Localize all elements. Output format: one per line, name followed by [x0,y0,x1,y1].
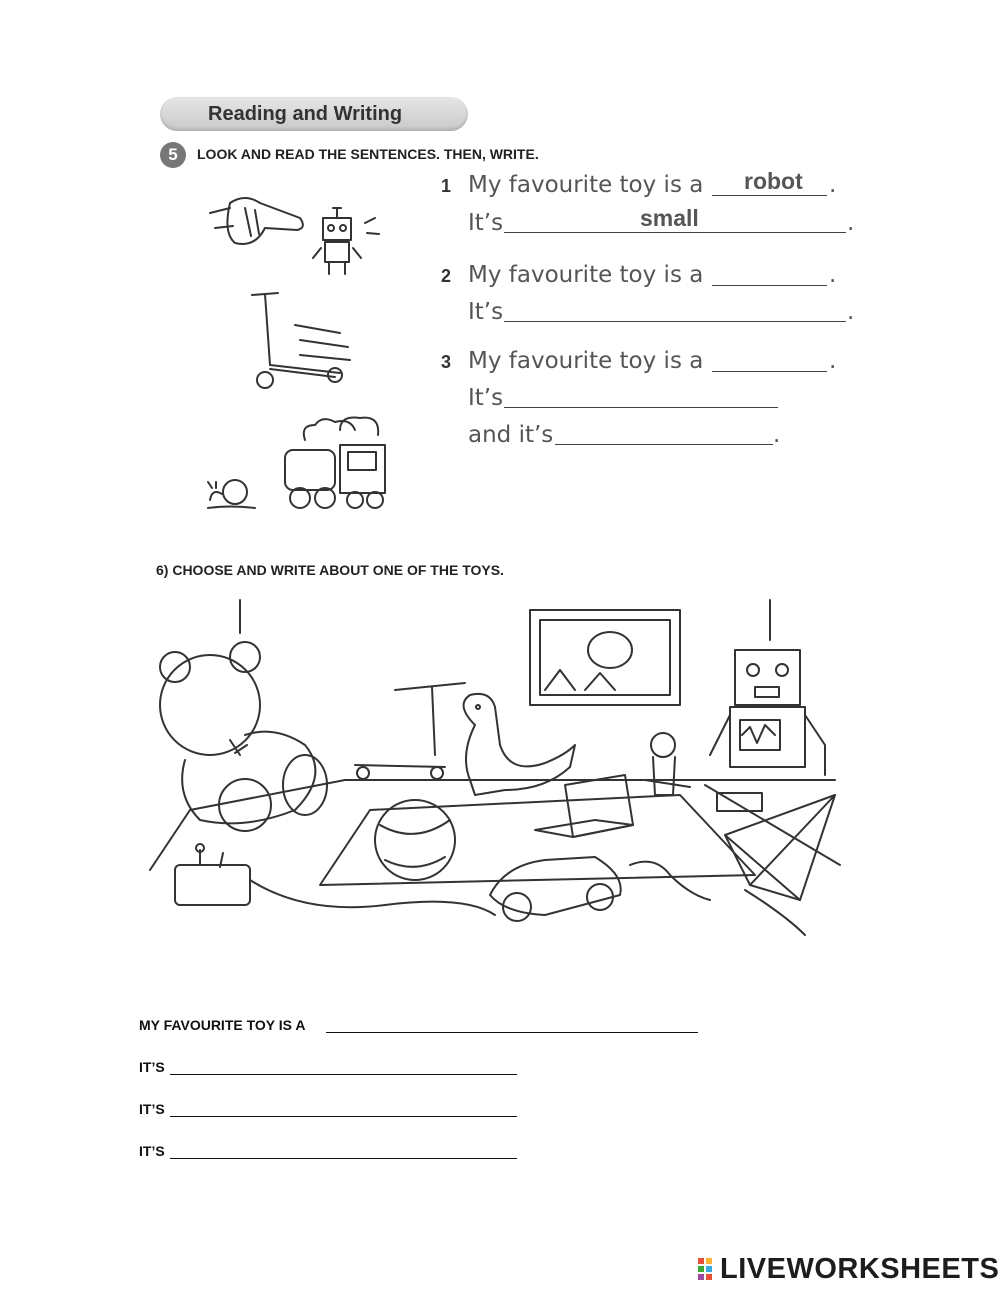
item3-blank3[interactable] [555,444,773,445]
item2-blank2[interactable] [504,321,846,322]
item2-blank1[interactable] [712,285,827,286]
item3-sentence1: My favourite toy is a [468,348,704,374]
pointing-hand-robot-illustration [205,188,385,284]
toy-room-illustration [145,595,845,940]
section-title-pill [160,97,468,131]
section-title: Reading and Writing [208,103,403,125]
item1-blank2[interactable] [504,232,846,233]
ex6-line2-label: IT’S [139,1059,165,1075]
item-number-1: 1 [441,176,452,196]
ex6-line4-blank[interactable] [170,1158,517,1159]
period: . [829,348,837,374]
ex6-line2-blank[interactable] [170,1074,517,1075]
exercise-number-badge: 5 [160,142,186,168]
item1-blank1[interactable] [712,195,827,196]
item2-sentence1: My favourite toy is a [468,262,704,288]
period: . [847,210,855,236]
ex6-line3-label: IT’S [139,1101,165,1117]
item3-sentence3: and it’s [468,422,554,448]
item3-sentence2: It’s [468,385,504,411]
item2-sentence2: It’s [468,299,504,325]
ex6-line1-blank[interactable] [326,1032,698,1033]
item1-sentence1: My favourite toy is a [468,172,704,198]
liveworksheets-logo-text: LIVEWORKSHEETS [720,1253,1000,1285]
train-snail-illustration [200,410,410,515]
ex6-line3-blank[interactable] [170,1116,517,1117]
item1-answer2[interactable]: small [640,205,699,231]
liveworksheets-logo-icon [698,1258,720,1286]
scooter-illustration [240,285,360,405]
period: . [773,422,781,448]
item1-sentence2: It’s [468,210,504,236]
period: . [829,262,837,288]
item-number-3: 3 [441,352,452,372]
item3-blank2[interactable] [504,407,778,408]
period: . [847,299,855,325]
exercise6-instruction: 6) CHOOSE AND WRITE ABOUT ONE OF THE TOYS. [156,562,504,578]
ex6-line4-label: IT’S [139,1143,165,1159]
ex6-line1-label: MY FAVOURITE TOY IS A [139,1017,306,1033]
item1-answer1[interactable]: robot [744,168,803,194]
exercise5-instruction: LOOK AND READ THE SENTENCES. THEN, WRITE. [197,146,539,162]
item3-blank1[interactable] [712,371,827,372]
period: . [829,172,837,198]
item-number-2: 2 [441,266,452,286]
